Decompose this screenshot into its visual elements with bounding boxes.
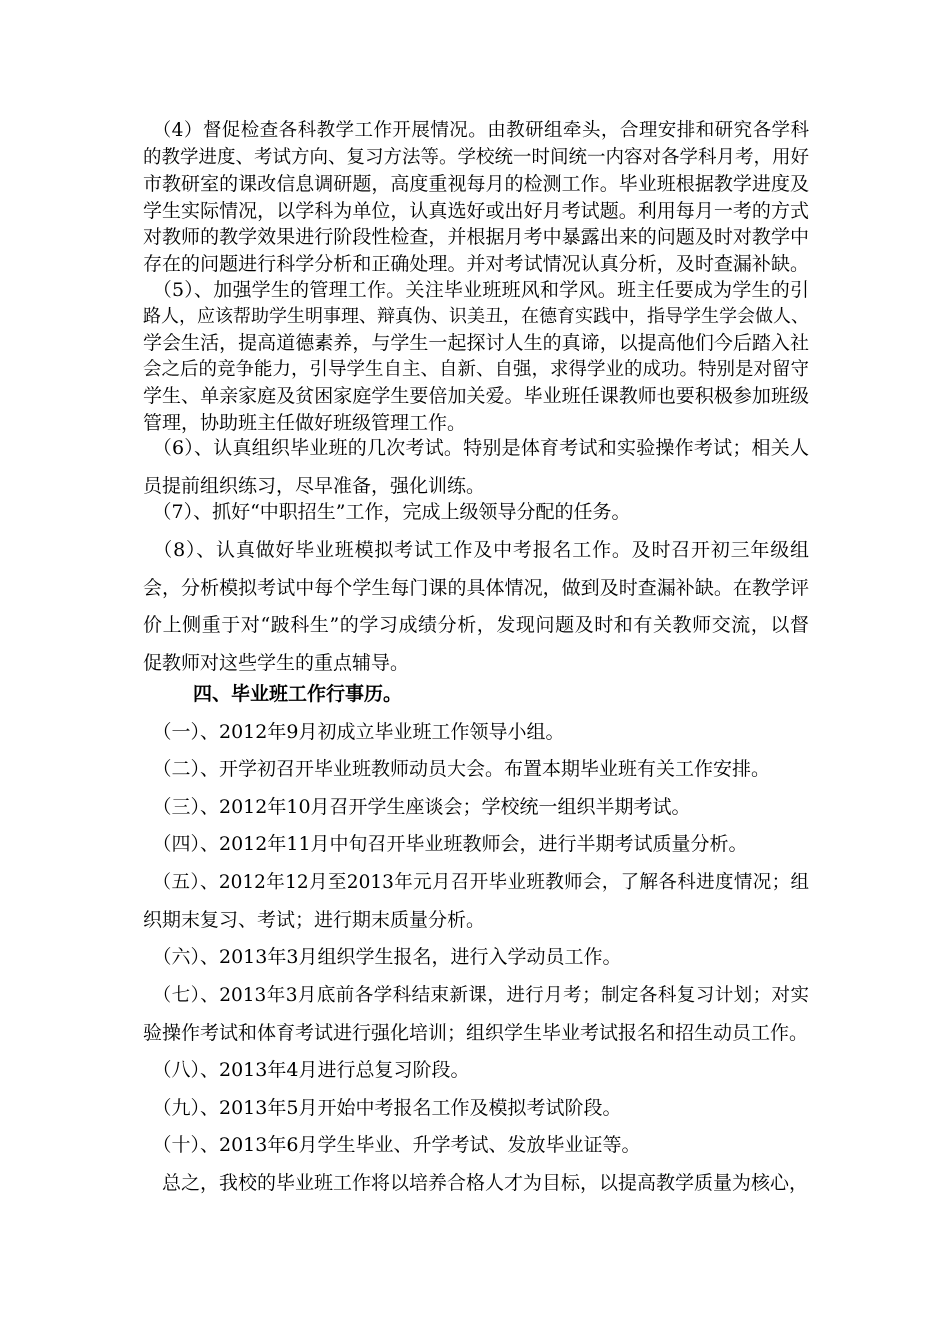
text-line: （4）督促检查各科教学工作开展情况。由教研组牵头，合理安排和研究各学科 xyxy=(143,120,809,141)
text-line: （十）、2013年6月学生毕业、升学考试、发放毕业证等。 xyxy=(143,1134,641,1156)
text-line: （6）、认真组织毕业班的几次考试。特别是体育考试和实验操作考试；相关人 xyxy=(143,437,809,459)
paragraph-item-4 xyxy=(143,118,809,277)
schedule-item xyxy=(143,714,809,752)
text-line: （九）、2013年5月开始中考报名工作及模拟考试阶段。 xyxy=(143,1097,622,1119)
text-line: （5）、加强学生的管理工作。关注毕业班班风和学风。班主任要成为学生的引 xyxy=(143,279,809,301)
schedule-item xyxy=(143,1127,809,1165)
schedule-item xyxy=(143,1090,809,1128)
schedule-item xyxy=(143,939,809,977)
schedule-item xyxy=(143,751,809,789)
text-line: （一）、2012年9月初成立毕业班工作领导小组。 xyxy=(143,721,565,743)
section-heading: 四、毕业班工作行事历。 xyxy=(193,683,403,705)
text-line: 的教学进度、考试方向、复习方法等。学校统一时间统一内容对各学科月考，用好 xyxy=(143,146,810,168)
text-line: 市教研室的课改信息调研题，高度重视每月的检测工作。毕业班根据教学进度及 xyxy=(143,173,809,195)
text-line: 会之后的竞争能力，引导学生自主、自新、自强，求得学业的成功。特别是对留守 xyxy=(143,358,810,380)
text-line: 管理，协助班主任做好班级管理工作。 xyxy=(143,411,467,434)
schedule-item xyxy=(143,977,809,1052)
text-line: 学生、单亲家庭及贫困家庭学生要倍加关爱。毕业班任课教师也要积极参加班级 xyxy=(143,385,809,407)
schedule-item xyxy=(143,1052,809,1090)
text-line: 验操作考试和体育考试进行强化培训；组织学生毕业考试报名和招生动员工作。 xyxy=(143,1021,809,1044)
text-line: （8）、认真做好毕业班模拟考试工作及中考报名工作。及时召开初三年级组 xyxy=(143,539,809,561)
text-line: （二）、开学初召开毕业班教师动员大会。布置本期毕业班有关工作安排。 xyxy=(143,758,771,780)
text-line: 学生实际情况，以学科为单位，认真选好或出好月考试题。利用每月一考的方式 xyxy=(143,199,809,222)
text-line: 总之，我校的毕业班工作将以培养合格人才为目标，以提高教学质量为核心， xyxy=(143,1172,809,1194)
text-line: （六）、2013年3月组织学生报名，进行入学动员工作。 xyxy=(143,946,622,968)
paragraph-item-8 xyxy=(143,532,809,682)
text-line: 存在的问题进行科学分析和正确处理。并对考试情况认真分析，及时查漏补缺。 xyxy=(143,252,809,275)
text-line: （七）、2013年3月底前各学科结束新课，进行月考；制定各科复习计划；对实 xyxy=(143,985,809,1006)
paragraph-conclusion xyxy=(143,1165,809,1203)
schedule-item xyxy=(143,864,809,939)
schedule-item xyxy=(143,826,809,864)
text-line: 学会生活，提高道德素养，与学生一起探讨人生的真谛，以提高他们今后踏入社 xyxy=(143,332,809,354)
text-line: （五）、2012年12月至2013年元月召开毕业班教师会，了解各科进度情况；组 xyxy=(143,872,809,893)
text-line: （7）、抓好“中职招生”工作，完成上级领导分配的任务。 xyxy=(143,501,631,523)
text-line: 路人，应该帮助学生明事理、辩真伪、识美丑，在德育实践中，指导学生学会做人、 xyxy=(143,305,809,327)
text-line: （八）、2013年4月进行总复习阶段。 xyxy=(143,1059,470,1081)
text-line: 织期末复习、考试；进行期末质量分析。 xyxy=(143,908,486,931)
text-line: 促教师对这些学生的重点辅导。 xyxy=(143,651,410,674)
text-line: （三）、2012年10月召开学生座谈会；学校统一组织半期考试。 xyxy=(143,796,691,818)
text-line: 员提前组织练习，尽早准备，强化训练。 xyxy=(143,474,486,497)
text-line: （四）、2012年11月中旬召开毕业班教师会，进行半期考试质量分析。 xyxy=(143,833,748,855)
text-line: 对教师的教学效果进行阶段性检查，并根据月考中暴露出来的问题及时对教学中 xyxy=(143,226,809,248)
schedule-item xyxy=(143,789,809,827)
text-line: 价上侧重于对“跛科生”的学习成绩分析，发现问题及时和有关教师交流，以督 xyxy=(143,614,809,636)
paragraph-item-7 xyxy=(143,494,809,532)
paragraph-item-5 xyxy=(143,277,809,436)
text-line: 会，分析模拟考试中每个学生每门课的具体情况，做到及时查漏补缺。在教学评 xyxy=(143,576,809,599)
